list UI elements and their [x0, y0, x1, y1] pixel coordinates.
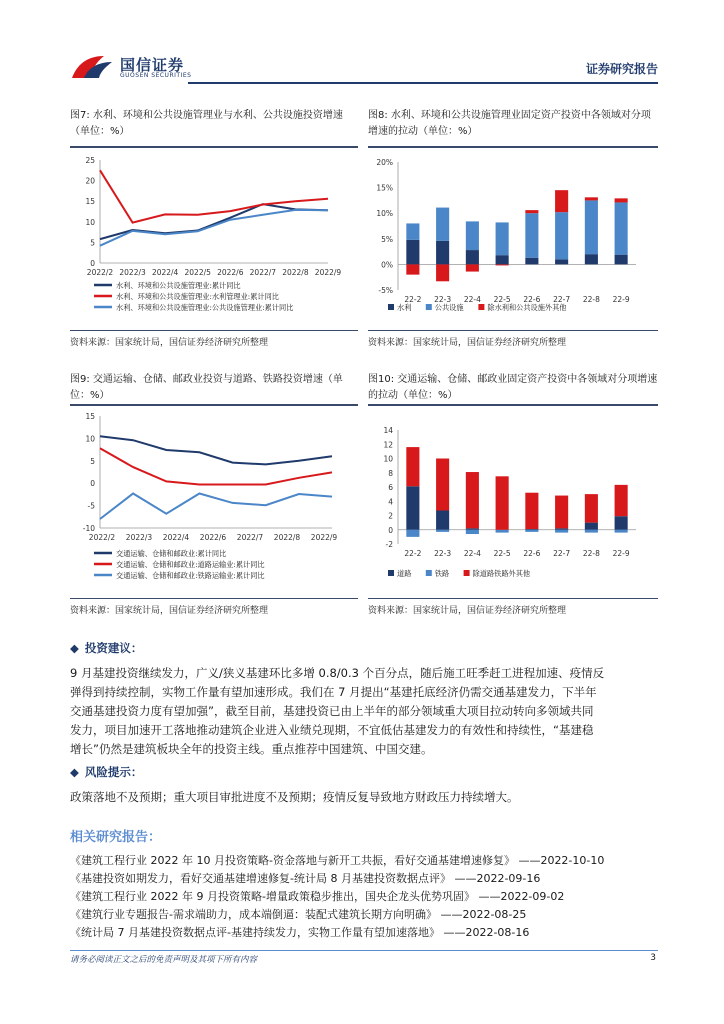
bar-segment: [436, 241, 449, 265]
header-divider: [188, 82, 658, 84]
advice-line: 发力，项目加速开工落地推动建筑企业进入业绩兑现期，不宜低估基建发力的有效性和持续性，“基建稳: [70, 723, 594, 737]
fig7-source: 资料来源：国家统计局，国信证券经济研究所整理: [70, 338, 269, 348]
y-tick-label: 14: [383, 426, 393, 435]
advice-paragraph: [70, 664, 658, 759]
fig10-title: 图10: 交通运输、仓储、邮政业固定资产投资中各领域对分项增速的拉动（单位：%）: [368, 374, 658, 401]
series-line: [100, 436, 332, 464]
x-tick-label: 2022/5: [184, 268, 211, 277]
x-tick-label: 22-8: [582, 549, 600, 558]
logo-text: 国信证券: [120, 56, 185, 74]
related-heading: 相关研究报告：: [70, 830, 162, 845]
legend-swatch: [388, 570, 394, 576]
bar-segment: [436, 208, 449, 241]
series-line: [100, 210, 328, 246]
fig10-divider: [368, 404, 658, 406]
advice-line: 弹得到持续控制，实物工作量有望加速形成。我们在 7 月提出“基建托底经济仍需交通基建发力，下半年: [70, 685, 597, 699]
x-tick-label: 2022/3: [119, 268, 146, 277]
bar-segment: [496, 264, 509, 265]
bar-segment: [555, 528, 568, 529]
bar-segment: [406, 240, 419, 265]
bar-segment: [585, 200, 598, 254]
bar-segment: [585, 523, 598, 530]
legend-swatch: [478, 304, 484, 310]
legend-label: 铁路: [434, 569, 450, 578]
legend-label: 交通运输、仓储和邮政业:铁路运输业:累计同比: [116, 571, 265, 580]
risk-heading-text: 风险提示：: [84, 765, 143, 779]
fig7-chart: [70, 150, 358, 330]
y-tick-label: 4: [388, 497, 393, 507]
x-tick-label: 22-2: [404, 295, 422, 304]
fig8-source-divider: [368, 330, 658, 331]
y-tick-label: -5%: [378, 286, 393, 295]
y-tick-label: 0: [90, 259, 95, 268]
legend-label: 除道路铁路外其他: [472, 569, 531, 578]
y-tick-label: 5: [90, 456, 95, 466]
fig8-title: 图8: 水利、环境和公共设施管理业固定资产投资中各领域对分项增速的拉动（单位：%）: [368, 110, 651, 137]
bar-segment: [615, 485, 628, 516]
y-tick-label: 0%: [381, 260, 393, 270]
fig7-divider: [70, 146, 358, 148]
bar-segment: [615, 255, 628, 265]
bar-segment: [466, 472, 479, 528]
x-tick-label: 22-4: [463, 295, 481, 304]
fig8-source: 资料来源：国家统计局，国信证券经济研究所整理: [368, 338, 567, 348]
bar-segment: [525, 210, 538, 213]
x-tick-label: 22-5: [493, 295, 511, 304]
bar-segment: [466, 264, 479, 271]
advice-heading-text: 投资建议：: [84, 641, 143, 655]
y-tick-label: 6: [388, 483, 393, 492]
fig9-title: 图9: 交通运输、仓储、邮政业投资与道路、铁路投资增速（单位：%）: [70, 374, 343, 401]
x-tick-label: 22-3: [434, 549, 452, 558]
advice-heading: [70, 640, 142, 656]
x-tick-label: 2022/3: [125, 533, 153, 542]
series-line: [100, 170, 328, 222]
y-tick-label: 5%: [381, 234, 393, 244]
legend-label: 水利、环境和公共设施管理业:累计同比: [116, 281, 241, 290]
bar-segment: [406, 264, 419, 274]
x-tick-label: 22-6: [523, 549, 541, 558]
related-report-link[interactable]: 《建筑工程行业 2022 年 10 月投资策略-资金落地与新开工共振，看好交通基建增速修复》 ——2022-10-10: [70, 854, 605, 867]
page-header: [70, 48, 658, 88]
x-tick-label: 2022/7: [236, 533, 264, 542]
fig10-source: 资料来源：国家统计局，国信证券经济研究所整理: [368, 606, 567, 616]
y-tick-label: 5: [90, 238, 95, 248]
x-tick-label: 2022/6: [199, 533, 227, 542]
related-report-link[interactable]: 《基建投资如期发力，看好交通基建增速修复-统计局 8 月基建投资数据点评》 ——2022-09-16: [70, 872, 541, 885]
bar-segment: [585, 197, 598, 200]
y-tick-label: 10: [85, 434, 95, 444]
x-tick-label: 22-9: [612, 549, 630, 558]
guosen-logo-icon: [70, 52, 114, 82]
legend-label: 水利、环境和公共设施管理业:水利管理业:累计同比: [116, 292, 279, 301]
y-tick-label: -5: [87, 501, 95, 511]
x-tick-label: 22-5: [493, 549, 511, 558]
x-tick-label: 2022/4: [162, 533, 190, 542]
x-tick-label: 22-9: [612, 295, 630, 304]
page-number: 3: [650, 953, 656, 963]
x-tick-label: 22-7: [553, 295, 571, 304]
y-tick-label: 2: [388, 511, 393, 521]
diamond-bullet-icon: ◆: [70, 641, 79, 655]
bar-segment: [406, 486, 419, 529]
bar-segment: [585, 530, 598, 533]
fig9-chart: [70, 408, 358, 598]
related-report-link[interactable]: 《统计局 7 月基建投资数据点评-基建持续发力，实物工作量有望加速落地》 ——2022-08-16: [70, 926, 530, 939]
x-tick-label: 22-4: [463, 549, 481, 558]
bar-segment: [496, 530, 509, 533]
fig8-chart: [368, 150, 658, 330]
y-tick-label: 15: [85, 197, 95, 207]
y-tick-label: 15: [85, 412, 95, 421]
bar-segment: [436, 511, 449, 530]
fig9-source: 资料来源：国家统计局，国信证券经济研究所整理: [70, 606, 269, 616]
bar-segment: [406, 530, 419, 537]
legend-label: 交通运输、仓储和邮政业:累计同比: [116, 549, 227, 558]
x-tick-label: 22-8: [582, 295, 600, 304]
bar-segment: [585, 254, 598, 264]
related-report-link[interactable]: 《建筑工程行业 2022 年 9 月投资策略-增量政策稳步推出，国央企龙头优势巩固》 ——2022-09-02: [70, 890, 565, 903]
bar-segment: [525, 213, 538, 258]
fig9-divider: [70, 404, 358, 406]
bar-segment: [525, 493, 538, 529]
advice-line: 交通基建投资力度有望加强”，截至目前，基建投资已由上半年的部分领域重大项目拉动转向多领域共同: [70, 704, 594, 718]
y-tick-label: 10: [85, 217, 95, 227]
bar-segment: [466, 250, 479, 264]
fig7-title: 图7: 水利、环境和公共设施管理业与水利、公共设施投资增速（单位：%）: [70, 110, 343, 137]
series-line: [100, 448, 332, 484]
y-tick-label: 12: [383, 440, 393, 450]
legend-label: 除水利和公共设施外其他: [487, 303, 567, 312]
fig7-source-divider: [70, 330, 358, 331]
x-tick-label: 2022/9: [310, 533, 338, 542]
legend-label: 水利: [397, 303, 412, 312]
fig10-source-divider: [368, 598, 658, 599]
bar-segment: [406, 223, 419, 239]
bar-segment: [615, 516, 628, 530]
bar-segment: [525, 530, 538, 532]
x-tick-label: 2022/2: [86, 268, 114, 277]
y-tick-label: 25: [85, 156, 95, 165]
footer-disclaimer: 请务必阅读正文之后的免责声明及其项下所有内容: [70, 955, 258, 965]
logo-english: GUOSEN SECURITIES: [120, 72, 192, 79]
legend-label: 水利、环境和公共设施管理业:公共设施管理业:累计同比: [116, 303, 294, 312]
advice-line: 增长”仍然是建筑板块全年的投资主线。重点推荐中国建筑、中国交建。: [70, 742, 433, 756]
y-tick-label: 20: [85, 176, 95, 186]
x-tick-label: 2022/8: [282, 268, 309, 277]
bar-segment: [555, 259, 568, 264]
footer-divider: [70, 950, 658, 951]
x-tick-label: 2022/4: [151, 268, 179, 277]
x-tick-label: 22-6: [523, 295, 541, 304]
bar-segment: [615, 198, 628, 202]
bar-segment: [525, 529, 538, 530]
bar-segment: [525, 258, 538, 265]
related-report-link[interactable]: 《建筑行业专题报告-需求端助力，成本端倒逼：装配式建筑长期方向明确》 ——2022-08-25: [70, 908, 527, 921]
x-tick-label: 22-7: [553, 549, 571, 558]
legend-swatch: [388, 304, 394, 310]
bar-segment: [555, 530, 568, 533]
report-type: 证券研究报告: [585, 62, 658, 76]
x-tick-label: 22-2: [404, 549, 422, 558]
legend-label: 道路: [397, 569, 412, 578]
bar-segment: [496, 222, 509, 255]
legend-swatch: [426, 304, 432, 310]
y-tick-label: -10: [82, 524, 95, 533]
bar-segment: [466, 528, 479, 529]
bar-segment: [615, 202, 628, 254]
bar-segment: [406, 447, 419, 486]
bar-segment: [615, 530, 628, 533]
series-line: [100, 494, 332, 520]
fig8-divider: [368, 146, 658, 148]
advice-line: 9 月基建投资继续发力，广义/狭义基建环比多增 0.8/0.3 个百分点，随后施工旺季赶工进程加速、疫情反: [70, 666, 605, 680]
risk-heading: [70, 764, 142, 780]
bar-segment: [585, 494, 598, 523]
legend-label: 公共设施: [434, 303, 464, 312]
legend-swatch: [464, 570, 470, 576]
bar-segment: [496, 255, 509, 264]
y-tick-label: 20%: [376, 158, 393, 167]
y-tick-label: -2: [385, 540, 393, 549]
x-tick-label: 22-3: [434, 295, 452, 304]
x-tick-label: 2022/7: [249, 268, 277, 277]
bar-segment: [436, 459, 449, 511]
y-tick-label: 8: [388, 468, 393, 478]
bar-segment: [555, 212, 568, 259]
y-tick-label: 15%: [376, 183, 393, 193]
risk-text: 政策落地不及预期；重大项目审批进度不及预期；疫情反复导致地方财政压力持续增大。: [70, 790, 519, 804]
bar-segment: [466, 221, 479, 250]
x-tick-label: 2022/8: [273, 533, 301, 542]
related-list: [70, 852, 670, 942]
y-tick-label: 10%: [376, 209, 393, 219]
bar-segment: [496, 476, 509, 529]
bar-segment: [436, 264, 449, 281]
legend-swatch: [426, 570, 432, 576]
x-tick-label: 2022/2: [88, 533, 116, 542]
legend-label: 交通运输、仓储和邮政业:道路运输业:累计同比: [116, 560, 265, 569]
y-tick-label: 10: [383, 454, 393, 464]
y-tick-label: 0: [388, 525, 393, 535]
fig9-source-divider: [70, 598, 358, 599]
bar-segment: [436, 530, 449, 532]
diamond-bullet-icon: ◆: [70, 765, 79, 779]
x-tick-label: 2022/9: [314, 268, 342, 277]
fig10-chart: [368, 408, 658, 598]
x-tick-label: 2022/6: [217, 268, 244, 277]
bar-segment: [555, 190, 568, 212]
bar-segment: [555, 496, 568, 529]
bar-segment: [466, 530, 479, 534]
y-tick-label: 0: [90, 479, 95, 489]
